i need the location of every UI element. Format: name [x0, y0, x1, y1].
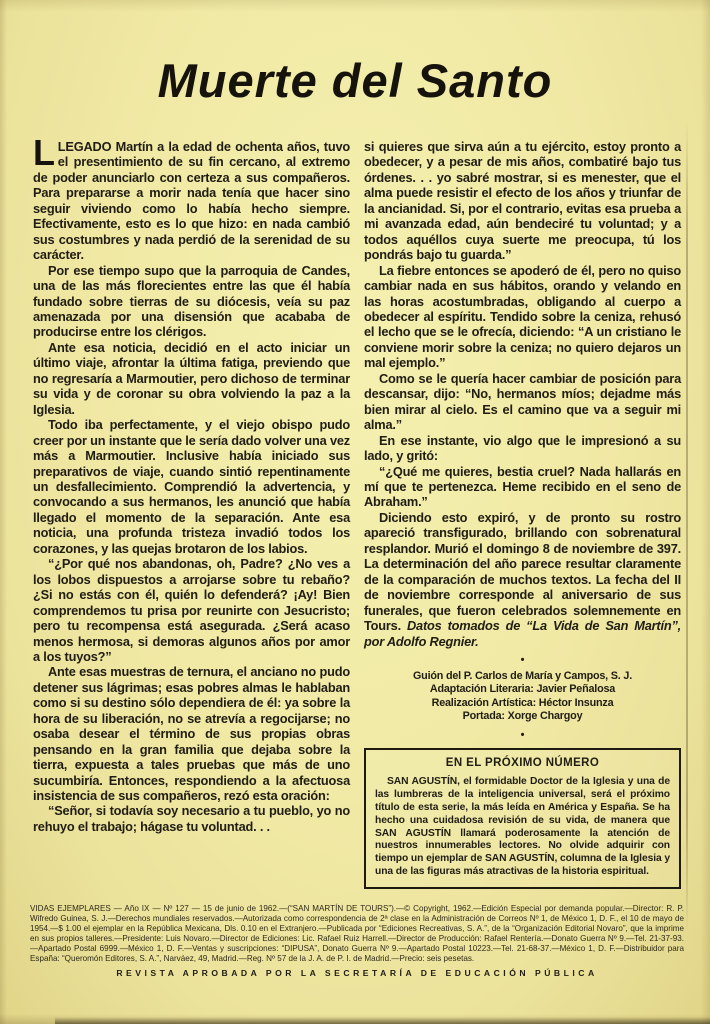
next-issue-body: SAN AGUSTÍN, el formidable Doctor de la Iglesia y una de las lumbreras de la inteligencia universal, será el próximo título de esta serie, la más leída en América y España. Se ha hecho una cuidadosa revisión de su vida, de manera que SAN AGUSTÍN llamará poderosamente la atención de nuestros innumerables lectores. No olvide adquirir con tiempo un ejemplar de SAN AGUSTÍN, columna de la Iglesia y una de las figuras más atractivas de la historia espiritual.	[375, 776, 670, 877]
credit-line-realizacion: Realización Artística: Héctor Insunza	[431, 696, 614, 709]
right-column	[364, 139, 681, 889]
next-issue-heading: EN EL PRÓXIMO NÚMERO	[445, 756, 600, 769]
paragraph-quote: “¿Qué me quieres, bestia cruel? Nada hallarás en mí que te pertenezca. Heme recibido en el seno de Abraham.”	[364, 463, 681, 510]
closing-text: Diciendo esto expiró, y de pronto su rostro apareció transfigurado, brillando con sobrenatural resplandor. Murió el domingo 8 de noviembre de 397. La determinación del año parece resultar claramente de la comparación de muchos textos. La fecha del II de noviembre corresponde al aniversario de sus funerales, que fueron celebrados solemnemente en Tours.	[364, 509, 681, 634]
section-separator-bullet: •	[520, 653, 525, 666]
paragraph: Ante esa noticia, decidió en el acto iniciar un último viaje, afrontar la última fatiga, previendo que no regresaría a Marmoutier, pero dichoso de terminar su vida y de coronar su obra volviendo la paz a la Iglesia.	[33, 339, 350, 417]
next-issue-box	[364, 748, 681, 889]
paragraph: Como se le quería hacer cambiar de posición para descansar, dijo: “No, hermanos míos; dejadme más bien mirar al cielo. Es el camino que va a seguir mi alma.”	[364, 370, 681, 433]
paragraph: La fiebre entonces se apoderó de él, pero no quiso cambiar nada en sus hábitos, orando y velando en las horas acostumbradas, obligando al cuerpo a obedecer al espíritu. Tendido sobre la ceniza, rehusó el lecho que se le ofrecía, diciendo: “A un cristiano le conviene morir sobre la ceniza; no quiero dejaros un mal ejemplo.”	[364, 262, 681, 371]
source-citation: Datos tomados de “La Vida de San Martín”, por Adolfo Regnier.	[364, 618, 681, 649]
paragraph-closing	[364, 510, 681, 649]
paragraph: Por ese tiempo supo que la parroquia de Candes, una de las más florecientes entre las que él había fundado sobre tierras de su diócesis, veía su paz amenazada por una disensión que acababa de producirse entre los clérigos.	[33, 262, 350, 340]
article-columns	[33, 132, 681, 889]
paragraph: En ese instante, vio algo que le impresionó a su lado, y gritó:	[364, 432, 681, 464]
scan-crease	[686, 120, 688, 934]
paragraph-opening	[33, 132, 350, 263]
credit-line-portada: Portada: Xorge Chargoy	[462, 710, 583, 723]
paragraph-quote: “Señor, si todavía soy necesario a tu pueblo, yo no rehuyo el trabajo; hágase tu voluntad. . .	[33, 803, 350, 834]
approval-line: REVISTA APROBADA POR LA SECRETARÍA DE EDUCACIÓN PÚBLICA	[116, 968, 598, 979]
paragraph-quote: “¿Por qué nos abandonas, oh, Padre? ¿No ves a los lobos dispuestos a arrojarse sobre tu rebaño? ¿Si no estás con él, quién lo defenderá? ¡Ay! Bien comprendemos tu prisa por reunirte con Jesucristo; pero tu recompensa está asegurada. ¿Será acaso menos hermosa, si demoras algunos años por amor a los tuyos?”	[33, 556, 350, 664]
paragraph: Todo iba perfectamente, y el viejo obispo pudo creer por un instante que le sería dado volver una vez más a Marmoutier. Inclusive había iniciado sus preparativos de viaje, cuando sintió repentinamente un desfallecimiento. Comprendió la advertencia, y convocando a sus hermanos, les anunció que había llegado el momento de la separación. Ante esa noticia, una profunda tristeza invadió todos los corazones, y las quejas brotaron de los labios.	[33, 417, 350, 556]
drop-cap: L	[33, 132, 55, 173]
paragraph-continuation: si quieres que sirva aún a tu ejército, estoy pronto a obedecer, y a pesar de mis años, combatiré bajo tus órdenes. . . yo sabré mostrar, si es menester, que el alma puede resistir el efecto de los años y triunfar de la ancianidad. Si, por el contrario, evitas esa prueba a mi avanzada edad, aún bendeciré tu voluntad; y a todos aquéllos cuya suerte me preocupa, tú los pondrás bajo tu guarda.”	[364, 139, 681, 263]
scan-edge-shadow	[55, 1017, 710, 1024]
paragraph-text: LEGADO Martín a la edad de ochenta años, tuvo el presentimiento de su fin cercano, al extremo de poder anunciarlo con certeza a sus compañeros. Para prepararse a morir nada tenía que hacer sino seguir viviendo como lo había hecho siempre. Efectivamente, esto es lo que hizo: en nada cambió sus costumbres y nada perdió de la serenidad de su carácter.	[33, 139, 350, 263]
paragraph: Ante esas muestras de ternura, el anciano no pudo detener sus lágrimas; esas pobres almas le hablaban como si su destino sólo dependiera de él: ya sobre la hora de su liberación, no se atrevía a regocijarse; no osaba desear el término de sus propias obras pensando en la gran familia que dejaba sobre la tierra, expuesta a tales pruebas que más de uno sucumbiría. Entonces, respondiendo a la afectuosa insistencia de sus compañeros, rezó esta oración:	[33, 664, 350, 804]
footer	[30, 904, 684, 978]
legal-fine-print: VIDAS EJEMPLARES — Año IX — Nº 127 — 15 de junio de 1962.—(“SAN MARTÍN DE TOURS”).—© Copyright, 1962.—Edición Especial por demanda popular.—Director: R. P. Wifredo Guinea, S. J.—Derechos mundiales reservados.—Autorizada como correspondencia de 2ª clase en la Administración de Correos Nº 1, de México 1, D. F., el 10 de mayo de 1954.—$ 1.00 el ejemplar en la República Mexicana, Dls. 0.10 en el Extranjero.—Publicada por “Ediciones Recreativas, S. A.”, de la “Organización Editorial Novaro”, que la imprime en sus propios talleres.—Presidente: Luis Novaro.—Director de Ediciones: Lic. Rafael Ruiz Harrell.—Director de Producción: Rafael Rentería.—Donato Guerra Nº 9.—Tel. 21-37-93.—Apartado Postal 6999.—México 1, D. F.—Ventas y suscripciones: “DIPUSA”, Donato Guerra Nº 9.—Apartado Postal 10223.—Tel. 21-68-37.—México 1, D. F.—Distribuidor para España: “Queromón Editores, S. A.”, Narváez, 49, Madrid.—Reg. Nº 57 de la J. A. de P. I. de Madrid.—Precio: seis pesetas.	[30, 904, 684, 963]
left-column	[33, 132, 350, 889]
credits-block	[364, 670, 681, 724]
section-separator-bullet: •	[520, 728, 525, 741]
credit-line-guion: Guión del P. Carlos de María y Campos, S. J.	[412, 669, 632, 682]
page-title: Muerte del Santo	[157, 54, 553, 107]
credit-line-adaptacion: Adaptación Literaria: Javier Peñalosa	[429, 683, 616, 696]
